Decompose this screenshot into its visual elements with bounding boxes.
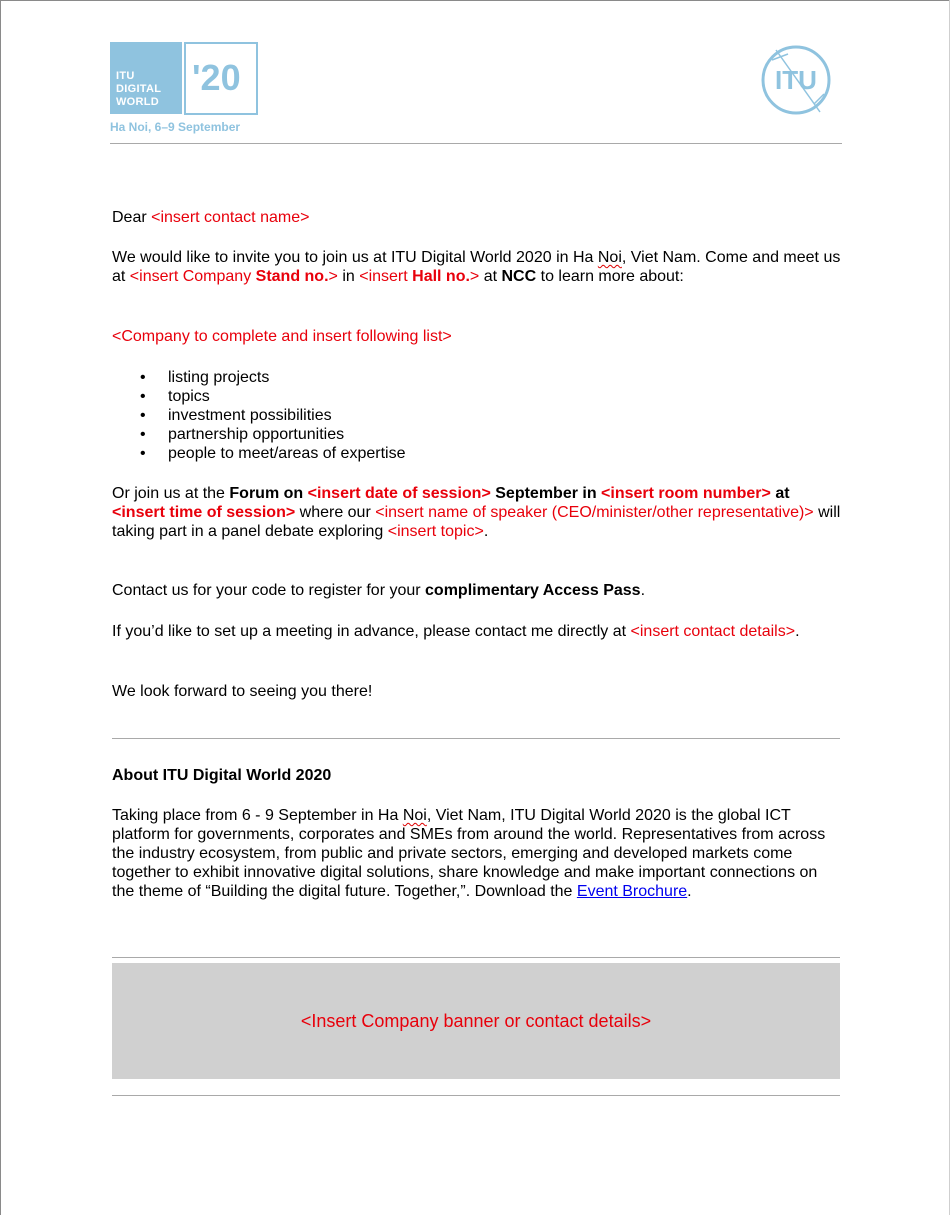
page-edge-top — [0, 0, 950, 1]
banner-top-divider — [112, 957, 840, 958]
list-instruction-placeholder: <Company to complete and insert following list> — [112, 328, 452, 345]
list-item: • investment possibilities — [112, 406, 405, 425]
logo-line-1: ITU — [116, 70, 135, 82]
meeting-paragraph: If you’d like to set up a meeting in advance, please contact me directly at <insert contact details>. — [112, 623, 800, 640]
logo-year: '20 — [192, 57, 241, 98]
event-brochure-link[interactable]: Event Brochure — [576, 883, 688, 900]
list-item: • topics — [112, 387, 405, 406]
closing-line: We look forward to seeing you there! — [112, 683, 373, 700]
about-heading: About ITU Digital World 2020 — [112, 767, 332, 784]
section-divider — [112, 738, 840, 739]
header-divider — [110, 143, 842, 144]
topics-list — [112, 368, 405, 463]
access-pass-paragraph: Contact us for your code to register for your complimentary Access Pass. — [112, 582, 646, 599]
contact-name-placeholder: <insert contact name> — [151, 209, 310, 226]
itu-globe-logo — [758, 42, 834, 118]
itu-digital-world-logo — [110, 42, 270, 142]
forum-paragraph: Or join us at the Forum on <insert date of session> September in <insert room number> at <insert time of session> where our <insert name of speaker (CEO/minister/other representative)> will taking part in a panel debate exploring <insert topic>. — [112, 485, 841, 540]
list-item: • people to meet/areas of expertise — [112, 444, 405, 463]
itu-mark-text: ITU — [775, 65, 817, 95]
banner-bottom-divider — [112, 1095, 840, 1096]
banner-text: <Insert Company banner or contact details> — [300, 1010, 652, 1031]
logo-tagline: Ha Noi, 6–9 September — [110, 120, 241, 134]
letterhead — [110, 42, 842, 144]
logo-line-2: DIGITAL — [116, 83, 162, 95]
invite-paragraph: We would like to invite you to join us at ITU Digital World 2020 in Ha Noi, Viet Nam. Come and meet us at <insert Company Stand no.> in <insert Hall no.> at NCC to learn more about: — [112, 249, 841, 285]
list-item: • partnership opportunities — [112, 425, 405, 444]
logo-name-block — [110, 42, 182, 114]
greeting: Dear <insert contact name> — [112, 209, 310, 226]
list-item: • listing projects — [112, 368, 405, 387]
about-paragraph: Taking place from 6 - 9 September in Ha Noi, Viet Nam, ITU Digital World 2020 is the global ICT platform for governments, corporates and SMEs from around the world. Representatives from across the industry ecosystem, from public and private sectors, emerging and developed markets come together to exhibit innovative digital solutions, share knowledge and make important connections on the theme of “Building the digital future. Together,”. Download the Event Brochure. — [112, 807, 826, 900]
page-edge-left — [0, 0, 1, 1215]
company-banner-placeholder — [112, 963, 840, 1079]
logo-year-block — [184, 42, 258, 115]
logo-line-3: WORLD — [116, 96, 160, 108]
